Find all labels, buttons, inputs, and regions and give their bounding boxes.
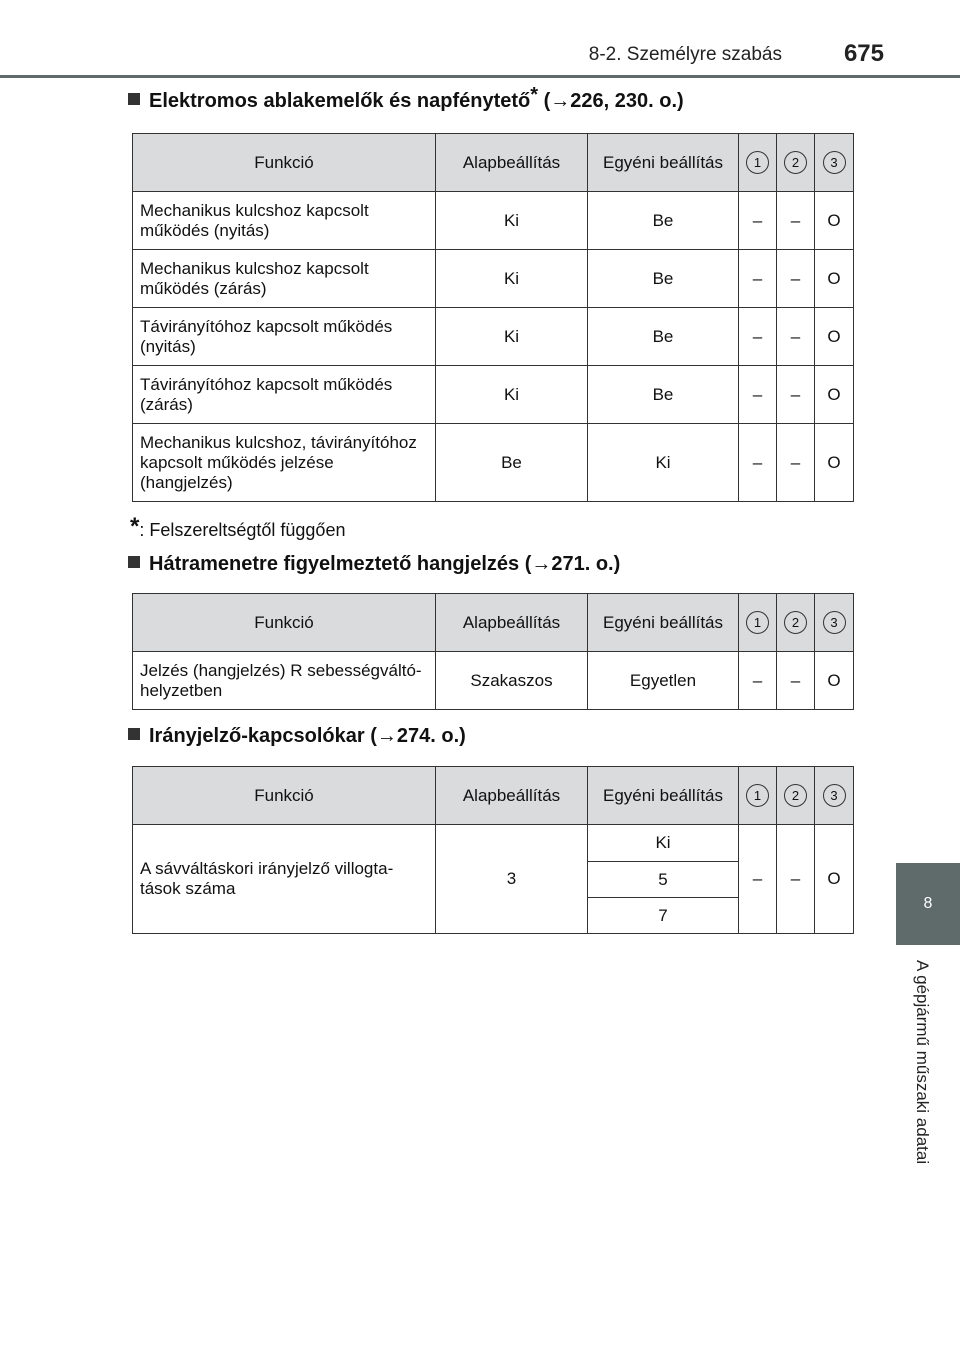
table-row [133,652,854,710]
cell-method-1: – [739,424,777,502]
column-header-method-1 [739,134,777,192]
cell-custom-option: 7 [588,898,739,934]
cell-method-3: O [815,366,854,424]
column-header-default: Alapbeállítás [436,767,588,825]
section-heading-reverse-buzzer [128,553,620,576]
page-number: 675 [843,40,884,67]
cell-function: Mechanikus kulcshoz kapcsolt működés (zárás) [133,250,436,308]
cell-default: Szakaszos [436,652,588,710]
asterisk-mark: * [530,84,539,106]
table-row [133,825,854,862]
column-header-function: Funkció [133,134,436,192]
cell-method-1: – [739,366,777,424]
circled-number-3-icon: 3 [823,151,846,174]
column-header-custom: Egyéni beállítás [588,767,739,825]
cell-custom: Egyetlen [588,652,739,710]
settings-table-power-windows [132,133,854,502]
cell-default: Ki [436,250,588,308]
cell-default: Be [436,424,588,502]
circled-number-3-icon: 3 [823,784,846,807]
cell-method-3: O [815,424,854,502]
column-header-method-1 [739,594,777,652]
table-header-row [133,767,854,825]
cell-function: A sávváltáskori irányjelző villogtatások száma [133,825,436,934]
column-header-method-3 [815,594,854,652]
column-header-function: Funkció [133,594,436,652]
table-header-row [133,594,854,652]
cell-custom: Be [588,192,739,250]
footnote [130,513,345,541]
circled-number-2-icon: 2 [784,784,807,807]
column-header-method-2 [777,594,815,652]
settings-table-reverse-buzzer [132,593,854,710]
cell-function: Jelzés (hangjelzés) R sebességváltó-helyzetben [133,652,436,710]
section-heading-power-windows [128,84,684,113]
footnote-asterisk: * [130,513,140,540]
cell-default: 3 [436,825,588,934]
cell-method-2: – [777,652,815,710]
cell-method-1: – [739,250,777,308]
cell-default: Ki [436,308,588,366]
cell-method-1: – [739,825,777,934]
page-reference: (→226, 230. o.) [543,90,684,112]
column-header-default: Alapbeállítás [436,594,588,652]
column-header-method-2 [777,134,815,192]
cell-function: Mechanikus kulcshoz kapcsolt működés (nyitás) [133,192,436,250]
column-header-method-2 [777,767,815,825]
circled-number-1-icon: 1 [746,611,769,634]
footnote-text: : Felszereltségtől függően [139,520,346,540]
cell-method-1: – [739,308,777,366]
column-header-method-3 [815,134,854,192]
circled-number-1-icon: 1 [746,151,769,174]
table-row [133,366,854,424]
cell-function: Távirányítóhoz kapcsolt működés (zárás) [133,366,436,424]
cell-method-3: O [815,825,854,934]
column-header-method-3 [815,767,854,825]
cell-custom: Be [588,250,739,308]
circled-number-2-icon: 2 [784,151,807,174]
table-row [133,308,854,366]
table-row [133,192,854,250]
circled-number-2-icon: 2 [784,611,807,634]
cell-method-2: – [777,366,815,424]
cell-method-3: O [815,192,854,250]
cell-method-2: – [777,825,815,934]
header-divider [0,75,960,78]
bullet-square-icon [128,728,140,740]
column-header-custom: Egyéni beállítás [588,134,739,192]
page-reference: (→274. o.) [370,725,466,747]
circled-number-3-icon: 3 [823,611,846,634]
bullet-square-icon [128,93,140,105]
section-heading-text: Irányjelző-kapcsolókar [149,725,365,747]
cell-default: Ki [436,192,588,250]
cell-custom: Ki [588,424,739,502]
bullet-square-icon [128,556,140,568]
column-header-default: Alapbeállítás [436,134,588,192]
cell-custom: Be [588,366,739,424]
cell-default: Ki [436,366,588,424]
cell-method-3: O [815,652,854,710]
cell-method-3: O [815,308,854,366]
circled-number-1-icon: 1 [746,784,769,807]
cell-method-3: O [815,250,854,308]
table-row [133,424,854,502]
table-header-row [133,134,854,192]
cell-custom-option: Ki [588,825,739,862]
cell-method-2: – [777,424,815,502]
cell-custom: Be [588,308,739,366]
column-header-custom: Egyéni beállítás [588,594,739,652]
section-heading-text: Hátramenetre figyelmeztető hangjelzés [149,553,520,575]
cell-method-1: – [739,652,777,710]
cell-method-2: – [777,308,815,366]
cell-method-1: – [739,192,777,250]
table-row [133,250,854,308]
chapter-tab [896,863,960,945]
chapter-title: A gépjármű műszaki adatai [913,960,932,1165]
settings-table-turn-signal [132,766,854,934]
header-section-title: 8-2. Személyre szabás [588,44,782,65]
section-heading-text: Elektromos ablakemelők és napfénytető [149,90,531,112]
cell-method-2: – [777,250,815,308]
cell-method-2: – [777,192,815,250]
column-header-function: Funkció [133,767,436,825]
cell-function: Mechanikus kulcshoz, távirányítóhoz kapcsolt működés jelzése (hangjelzés) [133,424,436,502]
chapter-number: 8 [923,895,933,912]
cell-custom-option: 5 [588,862,739,898]
section-heading-turn-signal [128,725,466,748]
column-header-method-1 [739,767,777,825]
page-reference: (→271. o.) [524,553,621,575]
cell-function: Távirányítóhoz kapcsolt működés (nyitás) [133,308,436,366]
